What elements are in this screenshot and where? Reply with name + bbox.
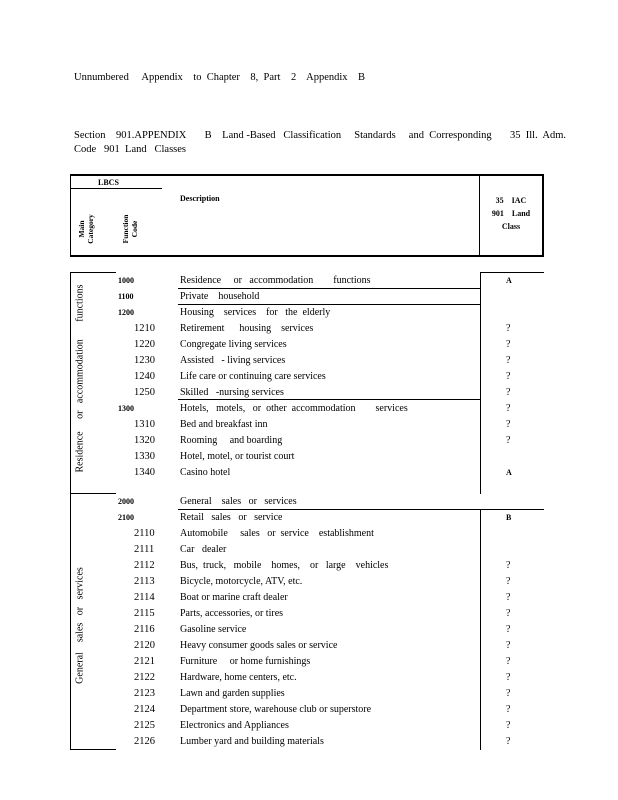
land-class: ?	[506, 672, 511, 683]
function-code: 2000	[118, 497, 134, 506]
function-code: 1310	[134, 419, 155, 430]
table-row	[0, 337, 618, 353]
row-description: Retirement housing services	[180, 323, 314, 334]
table-row	[0, 465, 618, 481]
table-row	[0, 590, 618, 606]
land-class: ?	[506, 736, 511, 747]
land-class: ?	[506, 387, 511, 398]
function-code: 2122	[134, 672, 155, 683]
section-title-line2: Code 901 Land Classes	[74, 144, 186, 155]
lbcs-label: LBCS	[98, 178, 119, 187]
table-row	[0, 494, 618, 510]
iac-header-line2: 901 Land	[491, 209, 531, 218]
function-code: 2114	[134, 592, 155, 603]
function-code: 2116	[134, 624, 155, 635]
row-description: Assisted - living services	[180, 355, 286, 366]
row-description: Rooming and boarding	[180, 435, 283, 446]
row-description: Lawn and garden supplies	[180, 688, 285, 699]
category-residence-label: Residence or accommodation functions	[74, 284, 86, 473]
land-class: ?	[506, 576, 511, 587]
function-code: 1240	[134, 371, 155, 382]
lbcs-underline	[70, 188, 162, 189]
table-row	[0, 606, 618, 622]
table-row	[0, 369, 618, 385]
table-row	[0, 526, 618, 542]
row-description: Hotels, motels, or other accommodation services	[180, 403, 408, 414]
function-code: 2120	[134, 640, 155, 651]
row-description: Congregate living services	[180, 339, 287, 350]
section-title-line1: Section 901.APPENDIX B Land -Based Classification Standards and Corresponding 35 Ill. Adm.	[74, 130, 566, 141]
function-code: 1320	[134, 435, 155, 446]
function-code: 1200	[118, 308, 134, 317]
table-row	[0, 417, 618, 433]
table-row	[0, 686, 618, 702]
function-code: 2100	[118, 513, 134, 522]
table-row	[0, 433, 618, 449]
function-code: 1340	[134, 467, 155, 478]
land-class: ?	[506, 592, 511, 603]
table-row	[0, 305, 618, 321]
table-header-bottom-border	[70, 255, 544, 257]
row-description: Heavy consumer goods sales or service	[180, 640, 338, 651]
row-description: Boat or marine craft dealer	[180, 592, 288, 603]
category-general-sales-label: General sales or services	[74, 567, 86, 684]
table-row	[0, 353, 618, 369]
row-description: Skilled -nursing services	[180, 387, 284, 398]
row-description: Lumber yard and building materials	[180, 736, 324, 747]
function-code: 2115	[134, 608, 155, 619]
row-description: Life care or continuing care services	[180, 371, 326, 382]
iac-class-header	[482, 194, 540, 233]
land-class: A	[506, 276, 512, 285]
row-description: Residence or accommodation functions	[180, 275, 371, 286]
row-description: Hardware, home centers, etc.	[180, 672, 297, 683]
land-class: ?	[506, 323, 511, 334]
header-left-border	[70, 174, 71, 257]
function-code: 1300	[118, 404, 134, 413]
land-class: ?	[506, 704, 511, 715]
table-top-border	[70, 174, 544, 176]
appendix-title: Unnumbered Appendix to Chapter 8, Part 2 Appendix B	[74, 72, 366, 83]
function-code: 1000	[118, 276, 134, 285]
land-class: ?	[506, 371, 511, 382]
table-row	[0, 718, 618, 734]
function-code: 1230	[134, 355, 155, 366]
row-description: Bus, truck, mobile homes, or large vehicles	[180, 560, 389, 571]
function-code: 2124	[134, 704, 155, 715]
table-row	[0, 622, 618, 638]
table-row	[0, 558, 618, 574]
row-description: Car dealer	[180, 544, 227, 555]
table-row	[0, 401, 618, 417]
table-row	[0, 449, 618, 465]
land-class: B	[506, 513, 512, 522]
row-description: Bicycle, motorcycle, ATV, etc.	[180, 576, 303, 587]
row-description: Furniture or home furnishings	[180, 656, 311, 667]
land-class: ?	[506, 339, 511, 350]
function-code: 1330	[134, 451, 155, 462]
land-class: ?	[506, 435, 511, 446]
table-row	[0, 385, 618, 401]
land-class: ?	[506, 560, 511, 571]
function-code: 1100	[118, 292, 134, 301]
land-class: ?	[506, 419, 511, 430]
row-description: Casino hotel	[180, 467, 231, 478]
function-code: 1220	[134, 339, 155, 350]
header-class-divider	[479, 174, 480, 257]
land-class: ?	[506, 624, 511, 635]
table-row	[0, 670, 618, 686]
land-class: ?	[506, 403, 511, 414]
land-class: ?	[506, 608, 511, 619]
function-code: 1210	[134, 323, 155, 334]
function-code: 2112	[134, 560, 155, 571]
row-description: Housing services for the elderly	[180, 307, 331, 318]
table-row	[0, 542, 618, 558]
function-code: 2125	[134, 720, 155, 731]
table-row	[0, 734, 618, 750]
row-description: Parts, accessories, or tires	[180, 608, 284, 619]
table-row	[0, 574, 618, 590]
function-code: 2113	[134, 576, 155, 587]
table-row	[0, 273, 618, 289]
row-description: Hotel, motel, or tourist court	[180, 451, 295, 462]
table-row	[0, 702, 618, 718]
row-description: Electronics and Appliances	[180, 720, 289, 731]
iac-header-line1: 35 IAC	[495, 196, 527, 205]
iac-header-line3: Class	[501, 222, 521, 231]
table-row	[0, 289, 618, 305]
function-code: 2126	[134, 736, 155, 747]
table-row	[0, 638, 618, 654]
header-right-border	[542, 174, 544, 257]
function-code: 1250	[134, 387, 155, 398]
function-code: 2111	[134, 544, 155, 555]
row-description: Automobile sales or service establishment	[180, 528, 374, 539]
main-category-header: Main Category	[77, 214, 95, 244]
land-class: ?	[506, 355, 511, 366]
table-row	[0, 321, 618, 337]
function-code: 2110	[134, 528, 155, 539]
land-class: ?	[506, 720, 511, 731]
table-row	[0, 510, 618, 526]
table-row	[0, 654, 618, 670]
row-description: General sales or services	[180, 496, 297, 507]
description-header: Description	[180, 194, 220, 203]
land-class: ?	[506, 688, 511, 699]
row-description: Bed and breakfast inn	[180, 419, 268, 430]
row-description: Gasoline service	[180, 624, 247, 635]
land-class: A	[506, 468, 512, 477]
land-class: ?	[506, 640, 511, 651]
land-class: ?	[506, 656, 511, 667]
row-description: Retail sales or service	[180, 512, 283, 523]
function-code: 2123	[134, 688, 155, 699]
row-description: Department store, warehouse club or superstore	[180, 704, 372, 715]
row-description: Private household	[180, 291, 260, 302]
function-code: 2121	[134, 656, 155, 667]
function-code-header: Function Code	[121, 214, 139, 244]
